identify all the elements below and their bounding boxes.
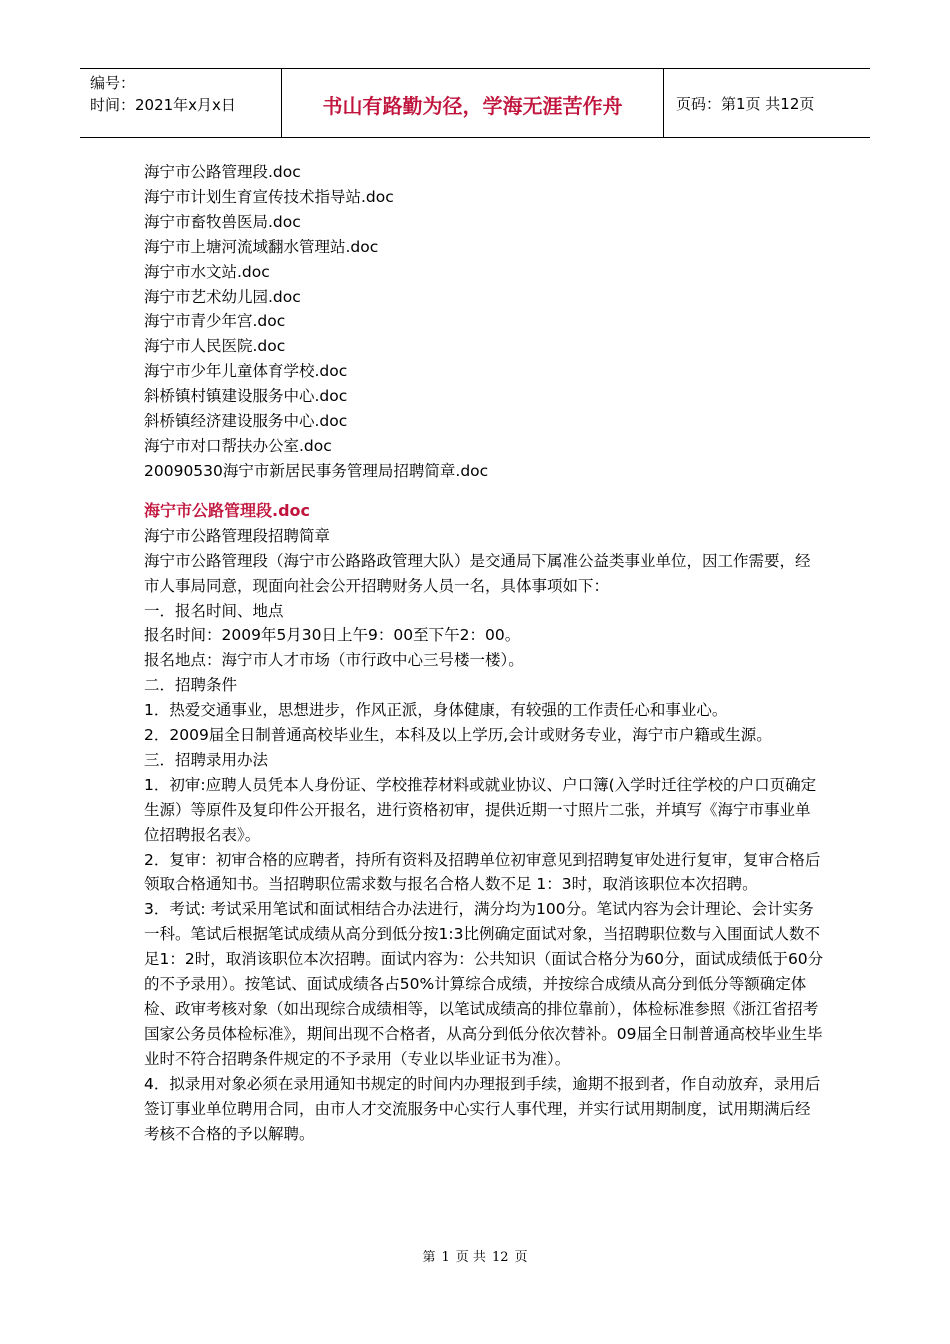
condition-item: 2．2009届全日制普通高校毕业生，本科及以上学历,会计或财务专业，海宁市户籍或生源。 — [144, 726, 772, 745]
file-list — [144, 160, 824, 484]
file-list-item: 海宁市上塘河流域翻水管理站.doc — [144, 237, 379, 256]
registration-place: 报名地点：海宁市人才市场（市行政中心三号楼一楼）。 — [144, 651, 524, 670]
footer-mid: 页 共 — [455, 1250, 486, 1265]
procedure-item: 4．拟录用对象必须在录用通知书规定的时间内办理报到手续，逾期不报到者，作自动放弃，录用后签订事业单位聘用合同，由市人才交流服务中心实行人事代理，并实行试用期制度，试用期满后经考核不合格的予以解聘。 — [144, 1074, 821, 1143]
page-footer — [0, 1246, 950, 1265]
document-body — [144, 160, 824, 1146]
file-list-item: 海宁市艺术幼儿园.doc — [144, 287, 301, 306]
procedure-item: 2．复审：初审合格的应聘者，持所有资料及招聘单位初审意见到招聘复审处进行复审，复审合格后领取合格通知书。当招聘职位需求数与报名合格人数不足 1：3时，取消该职位本次招聘。 — [144, 850, 821, 894]
document-number-label: 编号： — [90, 74, 136, 92]
heading-registration: 一．报名时间、地点 — [144, 601, 284, 620]
heading-conditions: 二．招聘条件 — [144, 676, 238, 695]
heading-procedure: 三．招聘录用办法 — [144, 750, 269, 769]
header-meta — [80, 69, 282, 137]
footer-page-total: 12 — [491, 1250, 509, 1265]
footer-suffix: 页 — [514, 1250, 528, 1265]
document-title: 海宁市公路管理段招聘简章 — [144, 526, 331, 545]
footer-prefix: 第 — [422, 1250, 436, 1265]
file-list-item: 海宁市少年儿童体育学校.doc — [144, 362, 348, 381]
file-list-item: 海宁市人民医院.doc — [144, 337, 286, 356]
page-header — [80, 68, 870, 138]
file-list-item: 20090530海宁市新居民事务管理局招聘简章.doc — [144, 461, 489, 480]
header-page-info: 页码：第1页 共12页 — [676, 94, 815, 113]
registration-time: 报名时间：2009年5月30日上午9：00至下午2：00。 — [144, 626, 521, 645]
file-list-item: 海宁市计划生育宣传技术指导站.doc — [144, 187, 394, 206]
intro-paragraph: 海宁市公路管理段（海宁市公路路政管理大队）是交通局下属准公益类事业单位，因工作需要，经市人事局同意，现面向社会公开招聘财务人员一名，具体事项如下： — [144, 551, 811, 595]
file-list-item: 海宁市畜牧兽医局.doc — [144, 212, 301, 231]
section-title: 海宁市公路管理段.doc — [144, 500, 311, 520]
procedure-item: 1．初审:应聘人员凭本人身份证、学校推荐材料或就业协议、户口簿(入学时迁往学校的户口页确定生源）等原件及复印件公开报名，进行资格初审，提供近期一寸照片二张，并填写《海宁市事业单位招聘报名表》。 — [144, 775, 817, 844]
file-list-item: 海宁市青少年宫.doc — [144, 312, 286, 331]
footer-page-number: 1 — [441, 1250, 450, 1265]
condition-item: 1．热爱交通事业，思想进步，作风正派，身体健康，有较强的工作责任心和事业心。 — [144, 701, 728, 720]
file-list-item: 斜桥镇村镇建设服务中心.doc — [144, 387, 348, 406]
file-list-item: 海宁市水文站.doc — [144, 262, 270, 281]
document-time-label: 时间：2021年x月x日 — [90, 96, 236, 114]
file-list-item: 斜桥镇经济建设服务中心.doc — [144, 412, 348, 431]
header-motto: 书山有路勤为径，学海无涯苦作舟 — [282, 69, 664, 137]
procedure-item: 3．考试: 考试采用笔试和面试相结合办法进行，满分均为100分。笔试内容为会计理论、会计实务一科。笔试后根据笔试成绩从高分到低分按1:3比例确定面试对象，当招聘职位数与入围面试人数不足1：2时，取消该职位本次招聘。面试内容为：公共知识（面试合格分为60分，面试成绩低于60分的不予录用）。按笔试、面试成绩各占50%计算综合成绩，并按综合成绩从高分到低分等额确定体检、政审考核对象（如出现综合成绩相等，以笔试成绩高的排位靠前），体检标准参照《浙江省招考国家公务员体检标准》，期间出现不合格者，从高分到低分依次替补。09届全日制普通高校毕业生毕业时不符合招聘条件规定的不予录用（专业以毕业证书为准）。 — [144, 900, 824, 1068]
file-list-item: 海宁市对口帮扶办公室.doc — [144, 436, 332, 455]
file-list-item: 海宁市公路管理段.doc — [144, 163, 301, 181]
